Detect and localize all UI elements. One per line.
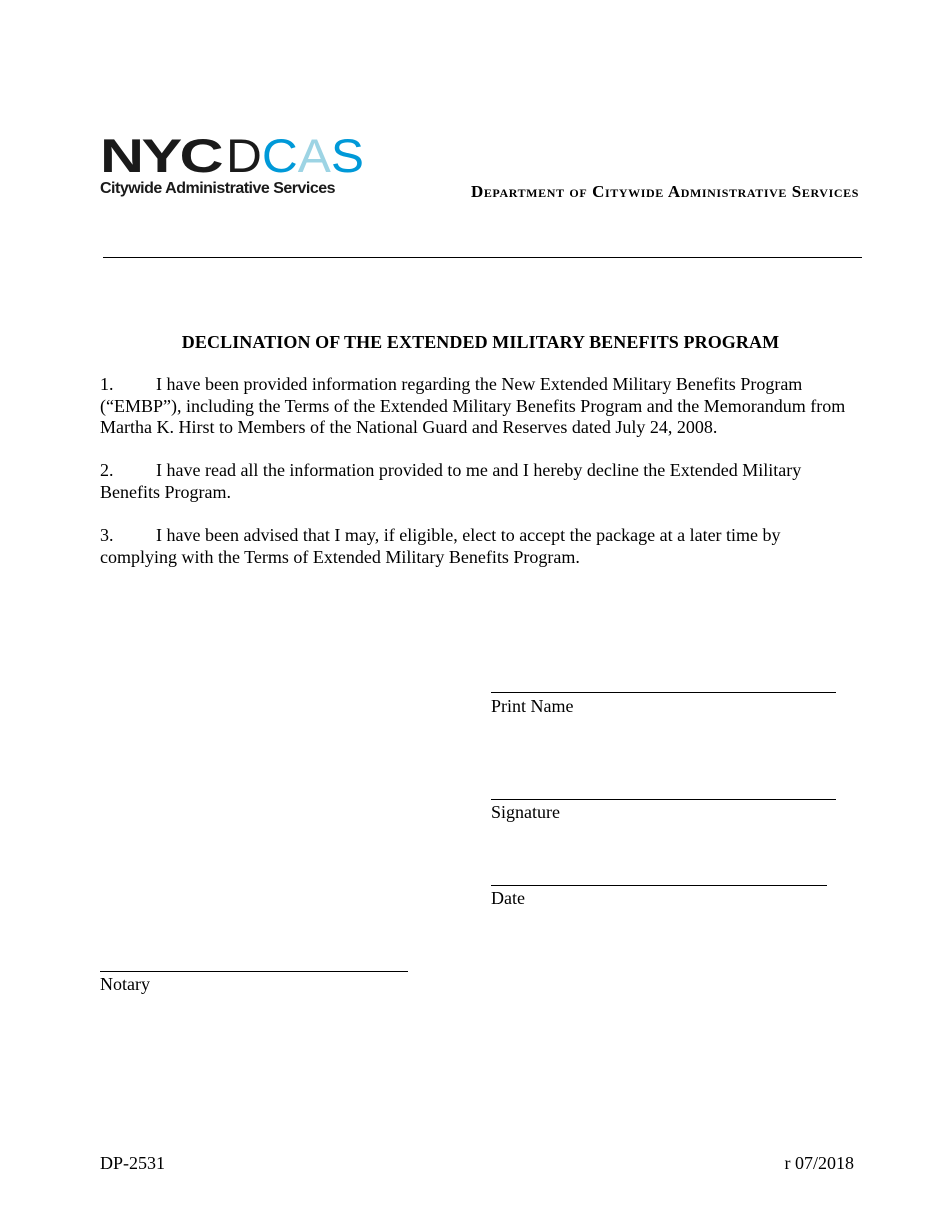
paragraph-2 [100, 460, 850, 503]
revision-date: r 07/2018 [784, 1153, 854, 1173]
form-number: DP-2531 [100, 1153, 166, 1173]
nyc-dcas-logo-mark [100, 130, 370, 180]
logo-dcas-letter: S [330, 130, 363, 180]
date-line[interactable] [491, 885, 827, 886]
logo-dcas-letter: A [297, 130, 330, 180]
logo-dcas-text [226, 130, 364, 180]
notary-label: Notary [100, 974, 150, 994]
department-title: Department of Citywide Administrative Services [470, 182, 859, 201]
paragraph-text: I have been advised that I may, if eligible, elect to accept the package at a later time by complying with the Terms of Extended Military Benefits Program. [100, 525, 781, 567]
paragraph-3 [100, 525, 850, 568]
paragraph-number: 2. [100, 460, 114, 480]
print-name-label: Print Name [491, 696, 574, 716]
notary-line[interactable] [100, 971, 408, 972]
logo-nyc-text: NYC [100, 130, 223, 180]
paragraph-1 [100, 374, 850, 439]
paragraph-number: 3. [100, 525, 114, 545]
logo-dcas-letter: D [226, 130, 260, 180]
logo-dcas-letter: C [261, 130, 296, 180]
date-label: Date [491, 888, 525, 908]
logo-subtitle: Citywide Administrative Services [100, 180, 336, 197]
paragraph-text: I have read all the information provided to me and I hereby decline the Extended Military Benefits Program. [100, 460, 802, 502]
signature-label: Signature [491, 802, 560, 822]
print-name-line[interactable] [491, 692, 836, 693]
signature-line[interactable] [491, 799, 836, 800]
nyc-dcas-logo [100, 130, 370, 202]
paragraph-text: I have been provided information regarding the New Extended Military Benefits Program (“EMBP”), including the Terms of the Extended Military Benefits Program and the Memorandum from Martha K. Hirst to Members of the National Guard and Reserves dated July 24, 2008. [100, 374, 846, 437]
paragraph-number: 1. [100, 374, 114, 394]
header-divider [103, 257, 862, 258]
document-title: DECLINATION OF THE EXTENDED MILITARY BENEFITS PROGRAM [181, 332, 780, 352]
